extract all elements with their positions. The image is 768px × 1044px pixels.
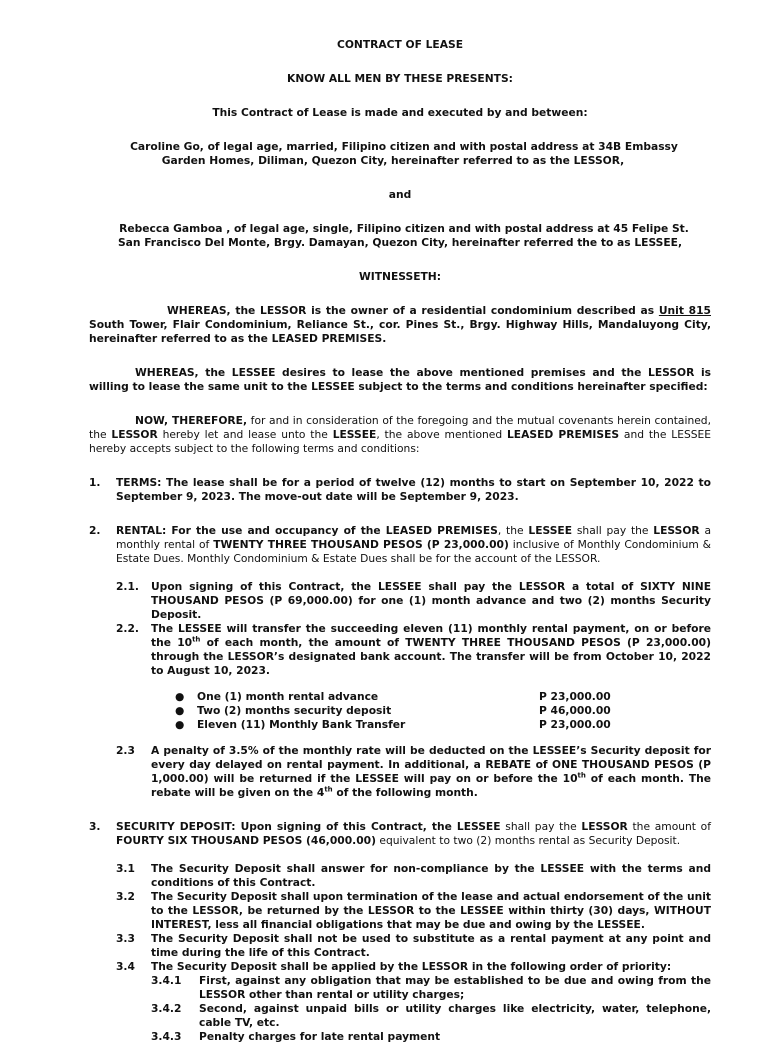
clause-text-b: of each month. The rebate will be given on the 4 — [151, 772, 711, 799]
clause-number: 2.1. — [116, 580, 139, 593]
clause-rental — [89, 524, 711, 566]
clause-text-b: of each month, the amount of TWENTY THREE THOUSAND PESOS (P 23,000.00) through the LESSOR’s designated bank account. The transfer will be from October 10, 2022 to August 10, 2023. — [151, 636, 712, 677]
payment-breakdown-item — [175, 690, 711, 704]
lessee-party — [89, 222, 711, 250]
clause-text: TERMS: The lease shall be for a period of twelve (12) months to start on September 10, 2022 to September 9, 2023. The move-out date will be September 9, 2023. — [116, 476, 711, 503]
clause-text-c: of the following month. — [332, 786, 478, 799]
now-a: for and in consideration of the foregoing and the mutual covenants herein contained, the — [89, 414, 711, 441]
clause-2-2 — [116, 622, 711, 678]
now-lessee: LESSEE — [332, 428, 377, 441]
clause-security-deposit — [89, 820, 711, 848]
payment-item-amount: P 23,000.00 — [539, 690, 611, 703]
clause-text: The Security Deposit shall upon termination of the lease and actual endorsement of the unit to the LESSOR, be returned by the LESSOR to the LESSEE within thirty (30) days, WITHOUT INTEREST, less all financial obligations that may be due and owing by the LESSEE. — [151, 890, 711, 931]
ordinal-suffix: th — [577, 771, 586, 780]
clause-text: Second, against unpaid bills or utility charges like electricity, water, telephone, cable TV, etc. — [199, 1002, 711, 1029]
rental-premises: LEASED PREMISES — [385, 524, 498, 537]
clause-number: 3.2 — [116, 890, 135, 903]
rental-d: a monthly rental of — [116, 524, 711, 551]
payment-item-amount: P 23,000.00 — [539, 718, 611, 731]
clause-number: 3.3 — [116, 932, 135, 945]
whereas-1-a: the LESSOR is the owner of a residential condominium described as — [230, 304, 659, 317]
lessee-name: Rebecca Gamboa — [119, 222, 223, 235]
clause-text: Penalty charges for late rental payment — [199, 1030, 441, 1043]
clause-text: Upon signing of this Contract, the LESSEE shall pay the LESSOR a total of SIXTY NINE THOUSAND PESOS (P 69,000.00) for one (1) month advance and two (2) months Security Deposit. — [151, 580, 711, 621]
lessor-name: Caroline Go — [130, 140, 200, 153]
bullet-dot-icon: ● — [175, 690, 185, 703]
clause-number: 2.2. — [116, 622, 139, 635]
witnesseth-heading: WITNESSETH: — [358, 270, 442, 283]
deposit-lessor: LESSOR — [581, 820, 628, 833]
clause-text-a: The LESSEE will transfer the succeeding eleven (11) monthly rental payment, on or before the 10 — [151, 622, 711, 649]
whereas-1-b: South Tower, Flair Condominium, Reliance St., cor. Pines St., Brgy. Highway Hills, Mandaluyong City, hereinafter referred to as the LEASED PREMISES. — [89, 318, 711, 345]
clause-number: 1. — [89, 476, 101, 489]
clause-2-3 — [116, 744, 711, 800]
clause-text: The Security Deposit shall be applied by the LESSOR in the following order of priority: — [151, 960, 672, 973]
lessor-line1: , of legal age, married, Filipino citizen and with postal address at 34B Embassy — [199, 140, 678, 153]
contract-title: CONTRACT OF LEASE — [336, 38, 463, 51]
clause-3-2 — [116, 890, 711, 932]
payment-item-label: One (1) month rental advance — [197, 690, 379, 703]
ordinal-suffix: th — [192, 635, 201, 644]
payment-breakdown-item — [175, 704, 711, 718]
now-lead: NOW, THEREFORE, — [135, 414, 248, 427]
payment-breakdown-list — [89, 690, 711, 732]
whereas-1 — [89, 304, 711, 346]
clause-2-1 — [116, 580, 711, 622]
ordinal-suffix: th — [324, 785, 333, 794]
clause-3-4-1 — [151, 974, 711, 1002]
preamble: KNOW ALL MEN BY THESE PRESENTS: — [287, 72, 513, 85]
lessee-line1: , of legal age, single, Filipino citizen and with postal address at 45 Felipe St. — [222, 222, 689, 235]
clause-number: 2.3 — [116, 744, 135, 757]
deposit-amount: FOURTY SIX THOUSAND PESOS (46,000.00) — [116, 834, 376, 847]
rental-e: inclusive of Monthly Condominium & Estate Dues. Monthly Condominium & Estate Dues shall be for the account of the LESSOR. — [116, 538, 711, 565]
lessor-line2: Garden Homes, Diliman, Quezon City, hereinafter referred to as the LESSOR, — [161, 154, 625, 167]
now-c: , the above mentioned — [376, 428, 507, 441]
intro-line: This Contract of Lease is made and executed by and between: — [212, 106, 588, 119]
lessee-line2: San Francisco Del Monte, Brgy. Damayan, Quezon City, hereinafter referred the to as LESSEE, — [117, 236, 683, 249]
rental-b: , the — [497, 524, 529, 537]
deposit-lessee: LESSEE — [456, 820, 501, 833]
now-premises: LEASED PREMISES — [506, 428, 620, 441]
rental-lessor: LESSOR — [653, 524, 700, 537]
rental-amount: TWENTY THREE THOUSAND PESOS (P 23,000.00) — [213, 538, 509, 551]
rental-c: shall pay the — [572, 524, 654, 537]
now-d: and the LESSEE hereby accepts subject to the following terms and conditions: — [89, 428, 712, 455]
payment-item-amount: P 46,000.00 — [539, 704, 611, 717]
whereas-1-unit: Unit 815 — [658, 304, 711, 317]
whereas-2-text: the LESSEE desires to lease the above mentioned premises and the LESSOR is willing to lease the same unit to the LESSEE subject to the terms and conditions hereinafter specified: — [89, 366, 711, 393]
and-word: and — [388, 188, 412, 201]
rental-lessee: LESSEE — [528, 524, 573, 537]
clause-3-4-2 — [151, 1002, 711, 1030]
clause-number: 3.4 — [116, 960, 135, 973]
clause-terms — [89, 476, 711, 504]
clause-number: 2. — [89, 524, 101, 537]
clause-text: First, against any obligation that may be established to be due and owing from the LESSOR other than rental or utility charges; — [199, 974, 711, 1001]
whereas-1-lead: WHEREAS, — [167, 304, 231, 317]
deposit-a: SECURITY DEPOSIT: Upon signing of this Contract, the — [116, 820, 457, 833]
lessor-party — [89, 140, 711, 168]
clause-text: The Security Deposit shall not be used to substitute as a rental payment at any point and time during the life of this Contract. — [151, 932, 711, 959]
bullet-dot-icon: ● — [175, 704, 185, 717]
clause-number: 3. — [89, 820, 101, 833]
now-therefore — [89, 414, 711, 456]
deposit-c: the amount of — [627, 820, 711, 833]
deposit-b: shall pay the — [500, 820, 582, 833]
whereas-2-lead: WHEREAS, — [135, 366, 199, 379]
payment-breakdown-item — [175, 718, 711, 732]
clause-number: 3.4.3 — [151, 1030, 182, 1043]
payment-item-label: Two (2) months security deposit — [197, 704, 392, 717]
bullet-dot-icon: ● — [175, 718, 185, 731]
rental-a: RENTAL: For the use and occupancy of the — [116, 524, 386, 537]
now-b: hereby let and lease unto the — [157, 428, 333, 441]
clause-3-4-3 — [151, 1030, 711, 1044]
clause-number: 3.1 — [116, 862, 135, 875]
clause-3-4 — [116, 960, 711, 974]
clause-number: 3.4.1 — [151, 974, 182, 987]
clause-text: The Security Deposit shall answer for non-compliance by the LESSEE with the terms and conditions of this Contract. — [151, 862, 711, 889]
clause-3-3 — [116, 932, 711, 960]
now-lessor: LESSOR — [111, 428, 158, 441]
deposit-d: equivalent to two (2) months rental as Security Deposit. — [375, 834, 681, 847]
clause-3-1 — [116, 862, 711, 890]
clause-text-a: A penalty of 3.5% of the monthly rate will be deducted on the LESSEE’s Security deposit for every day delayed on rental payment. In additional, a REBATE of ONE THOUSAND PESOS (P 1,000.00) will be returned if the LESSEE will pay on or before the 10 — [151, 744, 711, 785]
payment-item-label: Eleven (11) Monthly Bank Transfer — [197, 718, 406, 731]
whereas-2 — [89, 366, 711, 394]
clause-number: 3.4.2 — [151, 1002, 182, 1015]
